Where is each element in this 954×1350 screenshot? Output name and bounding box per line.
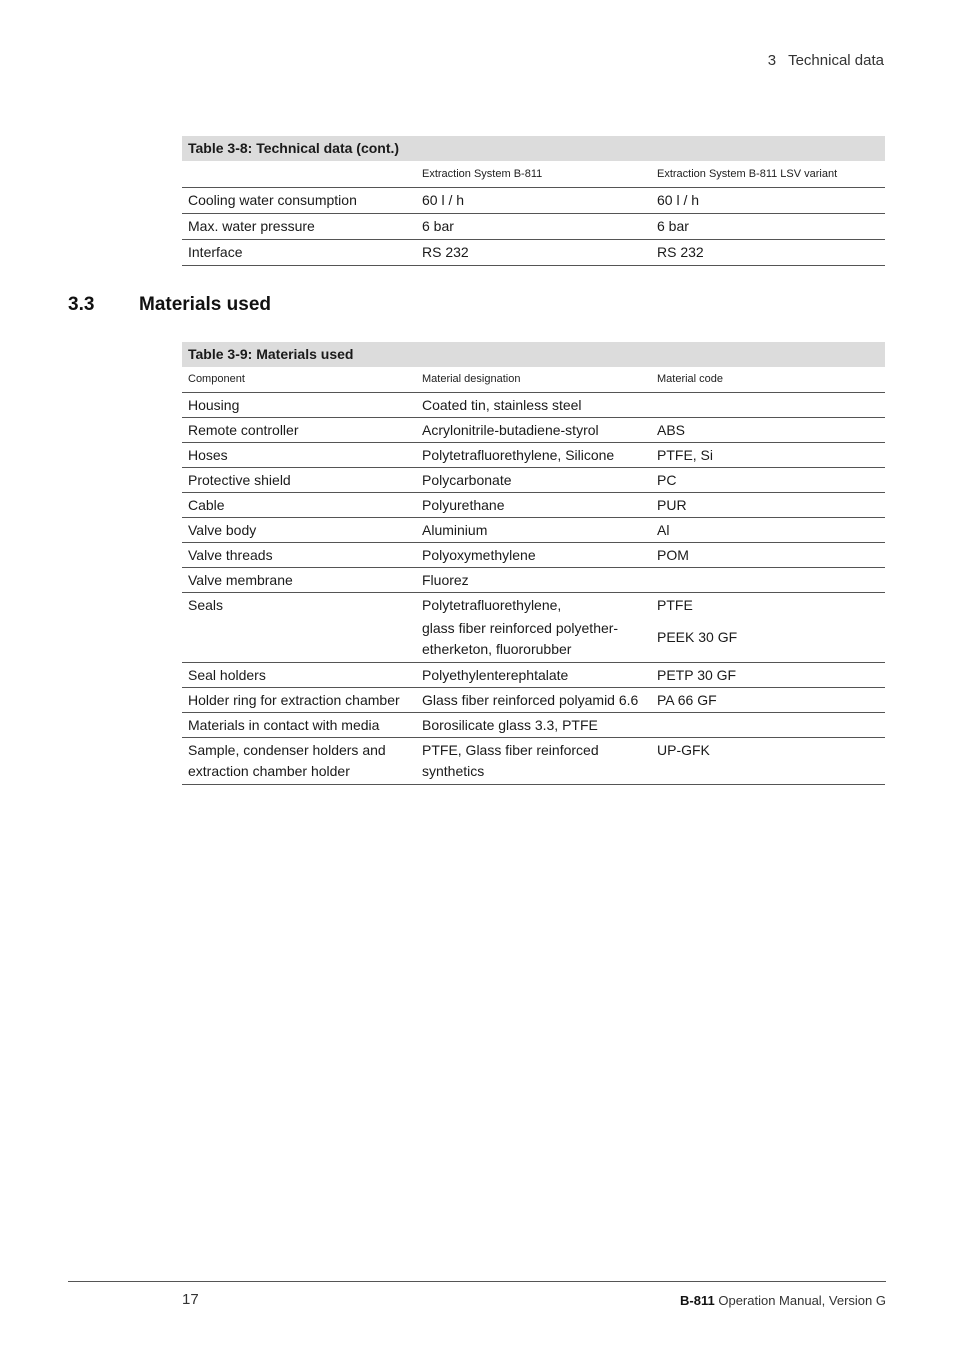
table-cell: POM [657, 547, 689, 563]
table-cell: PETP 30 GF [657, 667, 737, 683]
table-row [182, 214, 885, 240]
table-row [182, 568, 885, 593]
table-cell: PUR [657, 497, 687, 513]
table-cell: PTFE, Si [657, 447, 714, 463]
table-cell: Max. water pressure [188, 218, 315, 234]
table-header-row [182, 161, 885, 188]
table-row [182, 543, 885, 568]
table-row [182, 593, 885, 663]
materials-table [182, 342, 885, 785]
table-cell: Coated tin, stainless steel [422, 397, 582, 413]
table-cell: Valve body [188, 522, 257, 538]
table-row [182, 688, 885, 713]
table-cell: Acrylonitrile-butadiene-styrol [422, 422, 599, 438]
table-cell: Seal holders [188, 667, 266, 683]
table-cell: Fluorez [422, 572, 469, 588]
table-cell: Polyurethane [422, 497, 505, 513]
table-header-row [182, 367, 885, 393]
section-title: Materials used [139, 294, 271, 315]
table-cell: Polycarbonate [422, 472, 512, 488]
table-cell: ABS [657, 422, 686, 438]
table-row [182, 738, 885, 785]
table-cell: Hoses [188, 447, 228, 463]
table-cell: Polyoxymethylene [422, 547, 536, 563]
cell-line: PEEK 30 GF [657, 629, 738, 645]
table-cell [651, 595, 885, 648]
table-cell: Seals [188, 597, 224, 613]
table-cell: Valve threads [188, 547, 273, 563]
column-header: Material code [657, 373, 724, 385]
table-cell: 60 l / h [657, 192, 700, 208]
table-cell: 6 bar [657, 218, 689, 234]
table-cell: 6 bar [422, 218, 454, 234]
table-cell: Al [657, 522, 670, 538]
footer-divider [68, 1281, 886, 1282]
cell-line: Sample, condenser holders and [188, 742, 386, 758]
column-header: Extraction System B-811 [422, 167, 543, 180]
table-cell: Valve membrane [188, 572, 293, 588]
page-number: 17 [182, 1291, 199, 1308]
manual-title: Operation Manual, Version G [714, 1293, 886, 1308]
table-cell: PC [657, 472, 677, 488]
cell-line: Polytetrafluorethylene, [422, 597, 562, 613]
table-cell: UP-GFK [657, 742, 710, 758]
column-header: Extraction System B-811 LSV variant [657, 167, 838, 180]
cell-line: glass fiber reinforced polyether- [422, 620, 619, 636]
table-cell: Holder ring for extraction chamber [188, 692, 400, 708]
table-cell: Aluminium [422, 522, 488, 538]
table-cell: Interface [188, 244, 243, 260]
column-header: Component [188, 373, 245, 385]
table-cell: RS 232 [422, 244, 469, 260]
section-heading [68, 294, 271, 316]
column-header: Material designation [422, 373, 521, 385]
chapter-number: 3 [767, 52, 777, 69]
table-cell [416, 740, 651, 782]
table-cell [182, 740, 416, 782]
cell-line: PTFE [657, 597, 693, 613]
table-row [182, 188, 885, 214]
table-row [182, 240, 885, 266]
table-cell: Protective shield [188, 472, 291, 488]
table-caption: Table 3-9: Materials used [182, 342, 885, 367]
table-row [182, 663, 885, 688]
cell-line: extraction chamber holder [188, 763, 350, 779]
table-cell: Cooling water consumption [188, 192, 357, 208]
technical-data-table [182, 136, 885, 266]
table-cell: Remote controller [188, 422, 299, 438]
table-cell: Housing [188, 397, 240, 413]
table-cell: RS 232 [657, 244, 704, 260]
table-caption: Table 3-8: Technical data (cont.) [182, 136, 885, 161]
table-cell: Polytetrafluorethylene, Silicone [422, 447, 615, 463]
chapter-title: Technical data [788, 52, 884, 69]
table-cell: Materials in contact with media [188, 717, 380, 733]
table-cell: Glass fiber reinforced polyamid 6.6 [422, 692, 639, 708]
table-row [182, 518, 885, 543]
product-name: B-811 [680, 1293, 715, 1308]
table-cell: Polyethylenterephtalate [422, 667, 569, 683]
table-cell: Cable [188, 497, 225, 513]
table-cell: PA 66 GF [657, 692, 717, 708]
table-row [182, 713, 885, 738]
table-cell: 60 l / h [422, 192, 465, 208]
cell-line: synthetics [422, 763, 485, 779]
cell-line: PTFE, Glass fiber reinforced [422, 742, 599, 758]
footer-doc-title [680, 1293, 886, 1308]
table-row [182, 443, 885, 468]
table-cell [416, 595, 651, 660]
table-cell: Borosilicate glass 3.3, PTFE [422, 717, 598, 733]
running-header [768, 52, 884, 69]
table-row [182, 468, 885, 493]
cell-line: etherketon, fluororubber [422, 641, 572, 657]
table-row [182, 393, 885, 418]
table-row [182, 493, 885, 518]
section-number: 3.3 [68, 294, 95, 315]
table-row [182, 418, 885, 443]
